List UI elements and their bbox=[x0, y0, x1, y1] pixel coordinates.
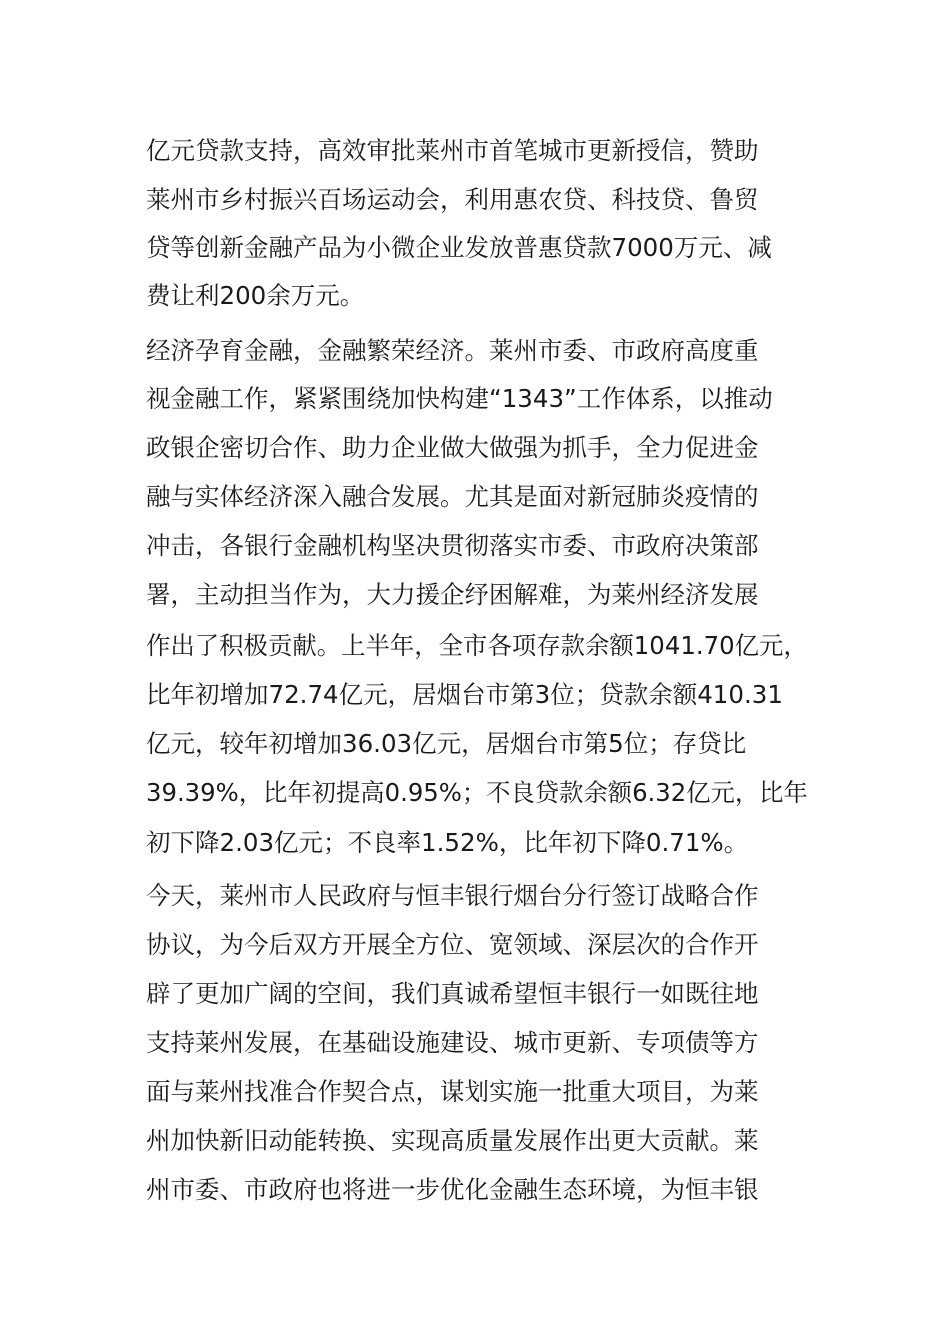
text-line: 署，主动担当作为，大力援企纾困解难，为莱州经济发展 bbox=[146, 580, 759, 609]
text-line: 亿元，较年初增加36.03亿元，居烟台市第5位；存贷比 bbox=[146, 729, 747, 758]
text-line: 莱州市乡村振兴百场运动会，利用惠农贷、科技贷、鲁贸 bbox=[146, 185, 759, 214]
text-line: 亿元贷款支持，高效审批莱州市首笔城市更新授信，赞助 bbox=[146, 136, 759, 165]
text-line: 经济孕育金融，金融繁荣经济。莱州市委、市政府高度重 bbox=[146, 336, 759, 365]
text-line: 费让利200余万元。 bbox=[146, 281, 365, 310]
text-line: 辟了更加广阔的空间，我们真诚希望恒丰银行一如既往地 bbox=[146, 979, 759, 1008]
text-line: 初下降2.03亿元；不良率1.52%，比年初下降0.71%。 bbox=[146, 828, 749, 857]
text-line: 作出了积极贡献。上半年，全市各项存款余额1041.70亿元， bbox=[146, 631, 808, 660]
text-line: 州市委、市政府也将进一步优化金融生态环境，为恒丰银 bbox=[146, 1175, 759, 1204]
text-line: 冲击，各银行金融机构坚决贯彻落实市委、市政府决策部 bbox=[146, 531, 759, 560]
text-line: 政银企密切合作、助力企业做大做强为抓手，全力促进金 bbox=[146, 433, 759, 462]
text-line: 支持莱州发展，在基础设施建设、城市更新、专项债等方 bbox=[146, 1028, 759, 1057]
text-line: 协议，为今后双方开展全方位、宽领域、深层次的合作开 bbox=[146, 930, 759, 959]
text-line: 视金融工作，紧紧围绕加快构建“1343”工作体系，以推动 bbox=[146, 384, 773, 413]
text-line: 融与实体经济深入融合发展。尤其是面对新冠肺炎疫情的 bbox=[146, 482, 759, 511]
text-line: 州加快新旧动能转换、实现高质量发展作出更大贡献。莱 bbox=[146, 1126, 759, 1155]
text-line: 39.39%，比年初提高0.95%；不良贷款余额6.32亿元，比年 bbox=[146, 778, 808, 807]
text-line: 面与莱州找准合作契合点，谋划实施一批重大项目，为莱 bbox=[146, 1077, 759, 1106]
text-line: 比年初增加72.74亿元，居烟台市第3位；贷款余额410.31 bbox=[146, 680, 783, 709]
text-line: 贷等创新金融产品为小微企业发放普惠贷款7000万元、减 bbox=[146, 233, 772, 262]
text-line: 今天，莱州市人民政府与恒丰银行烟台分行签订战略合作 bbox=[146, 881, 759, 910]
